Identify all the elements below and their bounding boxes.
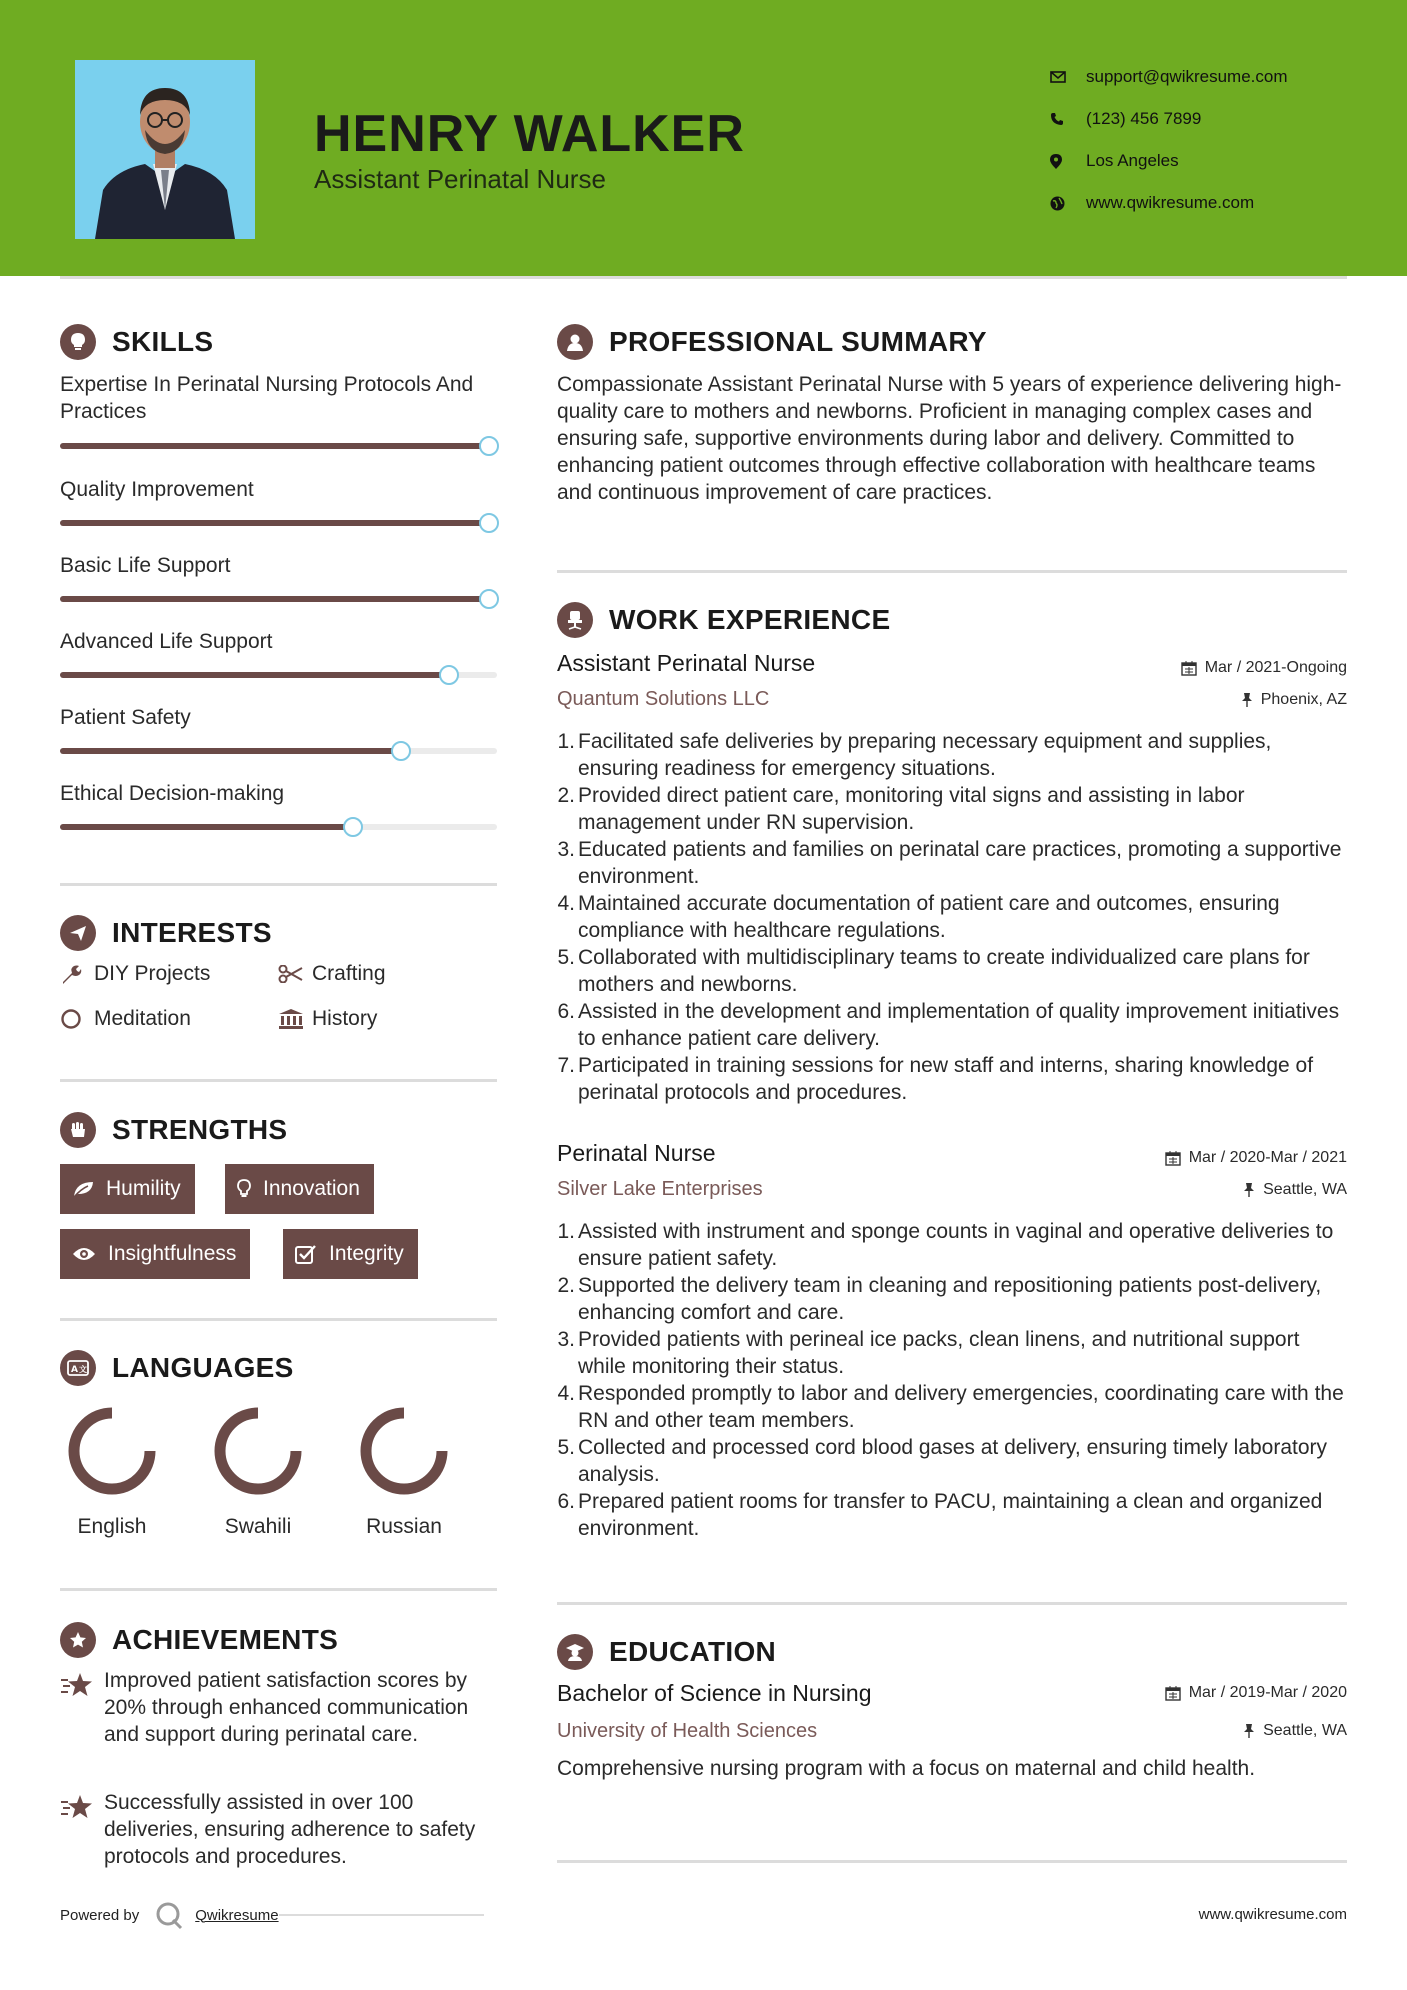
- skill-label: Expertise In Perinatal Nursing Protocols And Practices: [60, 373, 474, 423]
- skill-bar: [60, 596, 497, 602]
- language-icon: [60, 1350, 96, 1386]
- skill-bar: [60, 748, 497, 754]
- skill-bar-fill: [60, 596, 497, 602]
- qwikresume-link[interactable]: Qwikresume: [195, 1906, 279, 1924]
- strength-label: Integrity: [329, 1242, 404, 1265]
- job-title: Assistant Perinatal Nurse: [557, 650, 816, 676]
- achievement-text: Successfully assisted in over 100 deliveries, ensuring adherence to safety protocols and procedures.: [104, 1791, 476, 1868]
- job-bullets: [552, 1218, 1347, 1542]
- language-item: [344, 1403, 464, 1539]
- skill-bar-knob: [439, 665, 459, 685]
- section-divider: [557, 1602, 1347, 1605]
- footer-website[interactable]: www.qwikresume.com: [1198, 1906, 1347, 1923]
- skill-item: [60, 780, 500, 807]
- education-date: [1165, 1684, 1347, 1702]
- bullet-text: Assisted with instrument and sponge counts in vaginal and operative deliveries to ensure patient safety.: [578, 1220, 1334, 1270]
- job-title: Perinatal Nurse: [557, 1140, 716, 1166]
- svg-text:A: A: [71, 1365, 79, 1375]
- candidate-name: HENRY WALKER: [314, 105, 745, 163]
- header-divider: [60, 276, 1347, 279]
- office-chair-icon: [557, 602, 593, 638]
- job-location: [1243, 1181, 1347, 1199]
- list-item: 7. Participated in training sessions for new staff and interns, sharing knowledge of perinatal protocols and procedures.: [552, 1052, 1347, 1106]
- bullet-text: Educated patients and families on perinatal care practices, promoting a supportive environment.: [578, 838, 1342, 888]
- skill-bar-knob: [479, 513, 499, 533]
- calendar-icon: [1165, 1685, 1181, 1701]
- skill-label: Advanced Life Support: [60, 630, 273, 653]
- language-gauge: [356, 1403, 452, 1499]
- skill-bar: [60, 520, 497, 526]
- bullet-text: Provided direct patient care, monitoring vital signs and assisting in labor management under RN supervision.: [578, 784, 1245, 834]
- skill-item: [60, 628, 500, 655]
- interests-heading: [60, 915, 272, 951]
- calendar-icon: [1165, 1150, 1181, 1166]
- languages-heading: [60, 1350, 294, 1386]
- skill-label: Patient Safety: [60, 706, 191, 729]
- graduate-icon: [557, 1634, 593, 1670]
- job-company: Silver Lake Enterprises: [557, 1178, 763, 1200]
- strength-label: Insightfulness: [108, 1242, 237, 1265]
- list-item: 5. Collaborated with multidisciplinary teams to create individualized care plans for mothers and newborns.: [552, 944, 1347, 998]
- education-school: University of Health Sciences: [557, 1720, 818, 1742]
- education-heading: [557, 1634, 776, 1670]
- summary-title: PROFESSIONAL SUMMARY: [609, 326, 987, 357]
- circle-icon: [60, 1008, 94, 1030]
- job-company: Quantum Solutions LLC: [557, 688, 770, 710]
- section-divider: [60, 1318, 497, 1321]
- strengths-title: STRENGTHS: [112, 1114, 288, 1145]
- list-item: 2. Provided direct patient care, monitoring vital signs and assisting in labor management under RN supervision.: [552, 782, 1347, 836]
- language-item: [198, 1403, 318, 1539]
- paper-plane-icon: [60, 915, 96, 951]
- contact-website[interactable]: [1050, 182, 1288, 224]
- list-item: 2. Supported the delivery team in cleaning and repositioning patients post-delivery, enhancing comfort and care.: [552, 1272, 1347, 1326]
- skill-item: [60, 552, 500, 579]
- job-date: [1181, 659, 1347, 677]
- skill-bar-knob: [391, 741, 411, 761]
- footer-rule: [279, 1914, 484, 1916]
- skill-bar-fill: [60, 443, 497, 449]
- interest-item: [278, 962, 386, 986]
- job-location-text: Seattle, WA: [1263, 1181, 1347, 1198]
- education-title: EDUCATION: [609, 1636, 777, 1667]
- job-date: [1165, 1149, 1347, 1167]
- languages-title: LANGUAGES: [112, 1352, 294, 1383]
- list-item: 4. Responded promptly to labor and delivery emergencies, coordinating care with the RN and other team members.: [552, 1380, 1347, 1434]
- contact-phone-text: (123) 456 7899: [1086, 109, 1202, 128]
- interests-title: INTERESTS: [112, 917, 272, 948]
- skill-bar-knob: [479, 589, 499, 609]
- skill-bar-knob: [343, 817, 363, 837]
- achievement-item: [60, 1789, 500, 1870]
- summary-heading: [557, 324, 987, 360]
- job-date-text: Mar / 2021-Ongoing: [1204, 659, 1347, 676]
- bullet-text: Collaborated with multidisciplinary teams to create individualized care plans for mothers and newborns.: [578, 946, 1310, 996]
- interest-label: Crafting: [312, 962, 386, 985]
- list-item: 6. Prepared patient rooms for transfer to PACU, maintaining a clean and organized environment.: [552, 1488, 1347, 1542]
- lightbulb-icon: [60, 324, 96, 360]
- skill-bar: [60, 672, 497, 678]
- strength-tag: [60, 1229, 250, 1279]
- section-divider: [60, 1079, 497, 1082]
- section-divider: [60, 1588, 497, 1591]
- language-item: [52, 1403, 172, 1539]
- language-gauge: [64, 1403, 160, 1499]
- qwikresume-logo-icon: [153, 1900, 185, 1930]
- skills-heading: [60, 324, 213, 360]
- contact-email[interactable]: [1050, 56, 1288, 98]
- skill-label: Ethical Decision-making: [60, 782, 285, 805]
- bullet-text: Supported the delivery team in cleaning and repositioning patients post-delivery, enhancing comfort and care.: [578, 1274, 1322, 1324]
- strength-tag: [225, 1164, 374, 1214]
- powered-by-label: Powered by: [60, 1906, 140, 1924]
- list-item: 3. Educated patients and families on perinatal care practices, promoting a supportive environment.: [552, 836, 1347, 890]
- strength-label: Humility: [106, 1177, 181, 1200]
- fist-icon: [60, 1112, 96, 1148]
- strength-tag: [60, 1164, 195, 1214]
- achievement-item: [60, 1667, 500, 1748]
- section-divider: [557, 1860, 1347, 1863]
- list-item: 5. Collected and processed cord blood gases at delivery, ensuring timely laboratory analysis.: [552, 1434, 1347, 1488]
- list-item: 1. Facilitated safe deliveries by preparing necessary equipment and supplies, ensuring readiness for emergency situations.: [552, 728, 1347, 782]
- star-icon: [60, 1667, 104, 1748]
- bank-icon: [278, 1008, 312, 1030]
- skill-bar-fill: [60, 520, 497, 526]
- job-location: [1241, 691, 1347, 709]
- achievement-text: Improved patient satisfaction scores by 20% through enhanced communication and support during perinatal care.: [104, 1669, 469, 1746]
- lightbulb-icon: [237, 1179, 251, 1199]
- education-location: [1243, 1722, 1347, 1740]
- interest-label: DIY Projects: [94, 962, 211, 985]
- job-location-text: Phoenix, AZ: [1260, 691, 1347, 708]
- contact-phone[interactable]: [1050, 98, 1288, 140]
- pushpin-icon: [1243, 1182, 1255, 1198]
- interest-label: Meditation: [94, 1007, 191, 1030]
- list-item: 1. Assisted with instrument and sponge counts in vaginal and operative deliveries to ensure patient safety.: [552, 1218, 1347, 1272]
- checkbox-icon: [295, 1244, 317, 1264]
- footer-powered-by: [60, 1900, 484, 1930]
- experience-title: WORK EXPERIENCE: [609, 604, 891, 635]
- pushpin-icon: [1241, 692, 1253, 708]
- skill-item: [60, 476, 500, 503]
- bullet-text: Responded promptly to labor and delivery emergencies, coordinating care with the RN and other team members.: [578, 1382, 1344, 1432]
- achievements-heading: [60, 1622, 338, 1658]
- skill-label: Basic Life Support: [60, 554, 231, 577]
- language-label: Swahili: [224, 1515, 292, 1538]
- skill-bar: [60, 824, 497, 830]
- star-icon: [60, 1789, 104, 1870]
- list-item: 6. Assisted in the development and implementation of quality improvement initiatives to enhance patient care delivery.: [552, 998, 1347, 1052]
- bullet-text: Maintained accurate documentation of patient care and outcomes, ensuring compliance with healthcare regulations.: [578, 892, 1280, 942]
- section-divider: [557, 570, 1347, 573]
- pushpin-icon: [1243, 1723, 1255, 1739]
- strength-tag: [283, 1229, 418, 1279]
- skill-label: Quality Improvement: [60, 478, 254, 501]
- user-icon: [557, 324, 593, 360]
- bullet-text: Facilitated safe deliveries by preparing necessary equipment and supplies, ensuring readiness for emergency situations.: [578, 730, 1272, 780]
- interest-label: History: [312, 1007, 378, 1030]
- bullet-text: Provided patients with perineal ice packs, clean linens, and nutritional support while monitoring their status.: [578, 1328, 1300, 1378]
- education-description: Comprehensive nursing program with a focus on maternal and child health.: [557, 1757, 1256, 1780]
- strength-label: Innovation: [263, 1177, 360, 1200]
- bullet-text: Collected and processed cord blood gases at delivery, ensuring timely laboratory analysis.: [578, 1436, 1328, 1486]
- job-bullets: [552, 728, 1347, 1106]
- education-date-text: Mar / 2019-Mar / 2020: [1188, 1684, 1347, 1701]
- envelope-icon: [1050, 71, 1086, 83]
- resume-header: [0, 0, 1407, 276]
- list-item: 4. Maintained accurate documentation of patient care and outcomes, ensuring compliance with healthcare regulations.: [552, 890, 1347, 944]
- skill-item: [60, 704, 500, 731]
- language-label: English: [77, 1515, 147, 1538]
- profile-photo: [75, 60, 255, 239]
- map-pin-icon: [1050, 154, 1086, 169]
- experience-heading: [557, 602, 890, 638]
- candidate-role: Assistant Perinatal Nurse: [314, 164, 606, 194]
- language-gauge-arc: [74, 1413, 150, 1489]
- wrench-icon: [60, 963, 94, 985]
- contact-location: [1050, 140, 1288, 182]
- contact-website-text: www.qwikresume.com: [1086, 193, 1255, 212]
- section-divider: [60, 883, 497, 886]
- contact-email-text: support@qwikresume.com: [1086, 67, 1288, 86]
- language-gauge-arc: [220, 1413, 296, 1489]
- skill-item: [60, 371, 500, 425]
- scissors-icon: [278, 965, 312, 983]
- contact-location-text: Los Angeles: [1086, 151, 1179, 170]
- strengths-heading: [60, 1112, 287, 1148]
- phone-icon: [1050, 112, 1086, 126]
- skill-bar-knob: [479, 436, 499, 456]
- svg-text:文: 文: [79, 1365, 88, 1374]
- interest-item: [60, 1007, 191, 1031]
- skills-title: SKILLS: [112, 326, 214, 357]
- leaf-icon: [72, 1180, 94, 1198]
- list-item: 3. Provided patients with perineal ice packs, clean linens, and nutritional support while monitoring their status.: [552, 1326, 1347, 1380]
- skill-bar-fill: [60, 672, 449, 678]
- achievements-title: ACHIEVEMENTS: [112, 1624, 339, 1655]
- star-badge-icon: [60, 1622, 96, 1658]
- language-label: Russian: [366, 1515, 442, 1538]
- language-gauge-arc: [366, 1413, 442, 1489]
- interest-item: [278, 1007, 377, 1031]
- bullet-text: Prepared patient rooms for transfer to PACU, maintaining a clean and organized environment.: [578, 1490, 1323, 1540]
- calendar-icon: [1181, 660, 1197, 676]
- job-date-text: Mar / 2020-Mar / 2021: [1188, 1149, 1347, 1166]
- globe-icon: [1050, 196, 1086, 211]
- education-degree: Bachelor of Science in Nursing: [557, 1680, 872, 1706]
- interest-item: [60, 962, 210, 986]
- skill-bar-fill: [60, 824, 353, 830]
- education-location-text: Seattle, WA: [1263, 1722, 1347, 1739]
- bullet-text: Participated in training sessions for new staff and interns, sharing knowledge of perinatal protocols and procedures.: [578, 1054, 1314, 1104]
- skill-bar: [60, 443, 497, 449]
- skill-bar-fill: [60, 748, 401, 754]
- summary-text: Compassionate Assistant Perinatal Nurse with 5 years of experience delivering high-quality care to mothers and newborns. Proficient in managing complex cases and ensuring safe, supportive environments during labor and delivery. Committed to enhancing patient outcomes through effective collaboration with healthcare teams and continuous improvement of care practices.: [557, 373, 1342, 504]
- language-gauge: [210, 1403, 306, 1499]
- contact-list: [1050, 56, 1288, 224]
- bullet-text: Assisted in the development and implementation of quality improvement initiatives to enhance patient care delivery.: [578, 1000, 1340, 1050]
- eye-icon: [72, 1246, 96, 1262]
